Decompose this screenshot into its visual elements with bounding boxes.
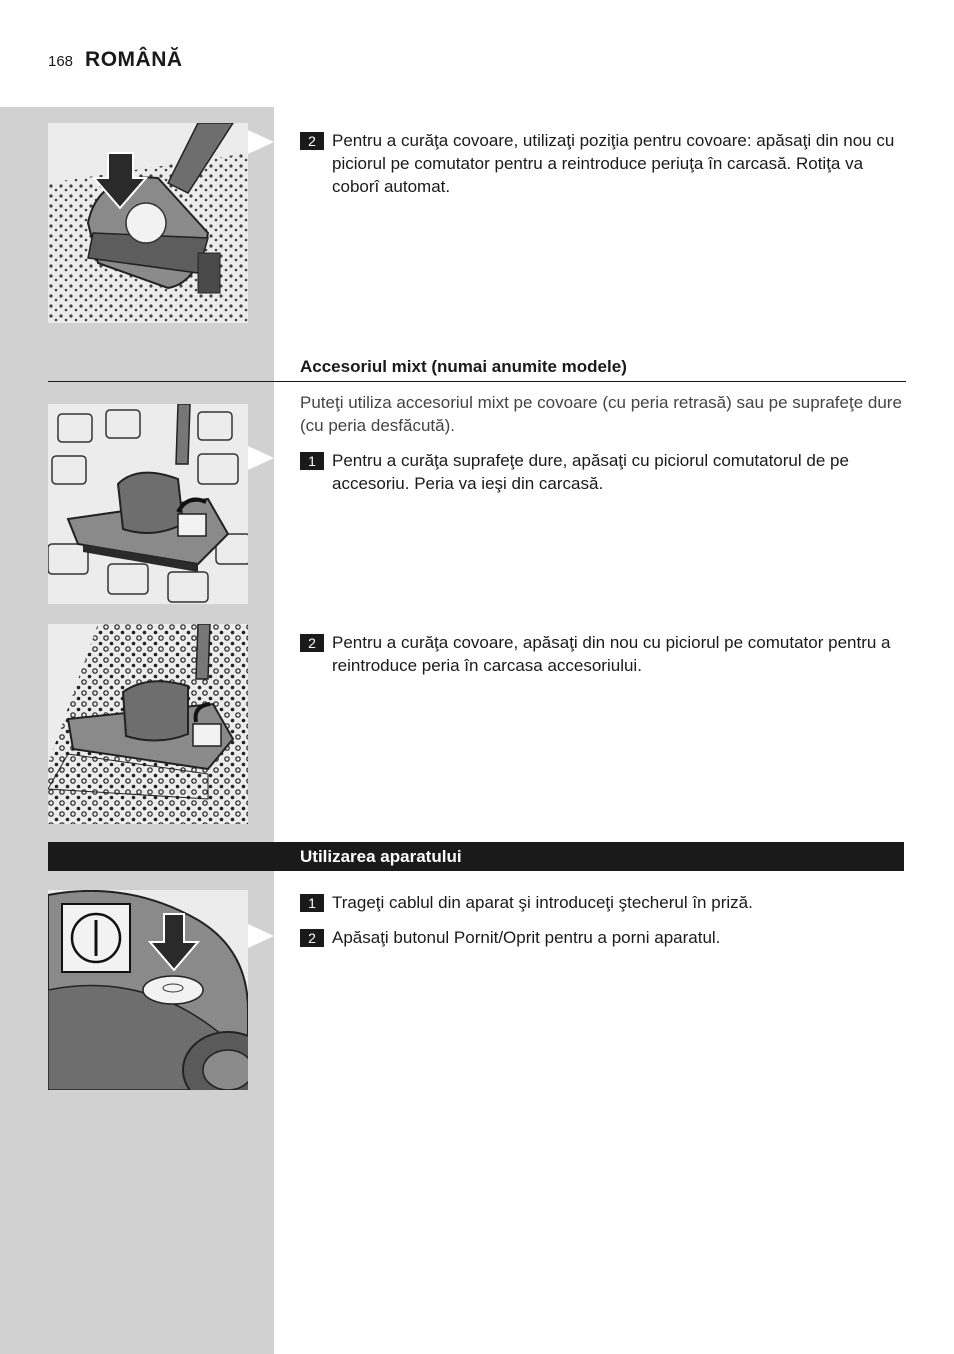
step-text: Apăsaţi butonul Pornit/Oprit pentru a porni aparatul. <box>332 928 721 947</box>
step-number: 1 <box>300 894 324 912</box>
step-number: 2 <box>300 634 324 652</box>
page-header <box>48 48 183 76</box>
step-carpet-mode <box>300 129 904 198</box>
power-button-illustration <box>48 890 248 1090</box>
step-text: Pentru a curăţa covoare, utilizaţi poziţia pentru covoare: apăsaţi din nou cu piciorul pe comutator pentru a reintroduce periuţa în carcasă. Rotiţa va coborî automat. <box>332 131 895 196</box>
illustration-pointer <box>248 130 274 154</box>
carpet-mixed-nozzle-illustration <box>48 624 248 824</box>
step-mixed-carpet <box>300 631 904 677</box>
step-text: Pentru a curăţa suprafeţe dure, apăsaţi cu piciorul comutatorul de pe accesoriu. Peria va ieşi din carcasă. <box>332 451 849 493</box>
section-heading-usage: Utilizarea aparatului <box>300 847 462 866</box>
section-heading-mixed: Accesoriul mixt (numai anumite modele) <box>300 357 627 376</box>
step-hard-floor <box>300 449 904 495</box>
step-text: Pentru a curăţa covoare, apăsaţi din nou cu piciorul pe comutator pentru a reintroduce peria în carcasa accesoriului. <box>332 633 891 675</box>
illustration-pointer <box>248 924 274 948</box>
step-number: 1 <box>300 452 324 470</box>
step-unwind-cord <box>300 891 904 914</box>
intro-text: Puteţi utiliza accesoriul mixt pe covoare (cu peria retrasă) sau pe suprafeţe dure (cu peria desfăcută). <box>300 393 902 435</box>
language-title: ROMÂNĂ <box>85 48 183 71</box>
section-rule <box>48 381 906 382</box>
carpet-nozzle-illustration <box>48 123 248 323</box>
section-bar-usage <box>48 842 904 871</box>
mixed-accessory-intro <box>300 391 904 437</box>
step-power-on <box>300 926 904 949</box>
page-number: 168 <box>48 53 74 70</box>
hard-floor-nozzle-illustration <box>48 404 248 604</box>
illustration-pointer <box>248 446 274 470</box>
step-text: Trageţi cablul din aparat şi introduceţi ştecherul în priză. <box>332 893 753 912</box>
step-number: 2 <box>300 929 324 947</box>
step-number: 2 <box>300 132 324 150</box>
